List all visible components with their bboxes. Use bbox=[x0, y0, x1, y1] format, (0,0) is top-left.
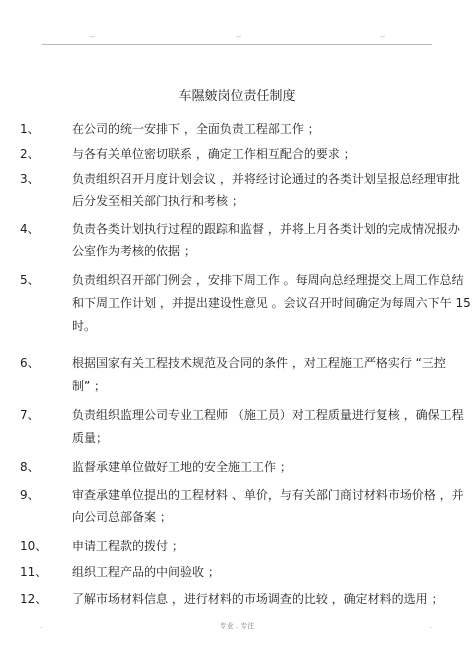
item-number: 8、 bbox=[20, 460, 40, 474]
item-text-line: 公室作为考核的依据 ； bbox=[72, 244, 196, 258]
item-text-line: 监督承建单位做好工地的安全施工工作 ； bbox=[72, 460, 292, 474]
header-rule bbox=[42, 44, 432, 45]
item-number: 3、 bbox=[20, 172, 40, 186]
item-text-line: 与各有关单位密切联系 ，确定工作相互配合的要求 ； bbox=[72, 147, 356, 161]
document-title: 车隰皴岗位责任制度 bbox=[178, 89, 296, 104]
header-mark-left: -- bbox=[90, 33, 96, 41]
item-number: 7、 bbox=[20, 408, 40, 422]
item-number: 1、 bbox=[20, 122, 40, 136]
item-text-line: 根据国家有关工程技术规范及合同的条件 ，对工程施工严格实行 “三控 bbox=[72, 356, 446, 370]
item-text-line: 负责组织监理公司专业工程师 （施工员）对工程质量进行复核 ，确保工程 bbox=[72, 408, 464, 422]
item-text-line: 和下周工作计划 ，并提出建设性意见 。会议召开时间确定为每周六下午 15 bbox=[72, 296, 471, 310]
item-text-line: 向公司总部备案 ； bbox=[72, 510, 172, 524]
item-text-line: 制” ； bbox=[72, 379, 107, 393]
item-number: 5、 bbox=[20, 273, 40, 287]
header-mark-right: -- bbox=[380, 33, 386, 41]
item-number: 6、 bbox=[20, 356, 40, 370]
item-text-line: 审查承建单位提出的工程材料 、单价，与有关部门商讨材料市场价格 ，并 bbox=[72, 488, 464, 502]
item-text-line: 质量； bbox=[72, 431, 109, 445]
header-mark-center: -- bbox=[236, 33, 242, 41]
item-number: 11、 bbox=[20, 565, 48, 579]
footer-text: 专业 . 专注 bbox=[219, 622, 255, 630]
item-text-line: 时。 bbox=[72, 319, 97, 333]
item-text-line: 负责组织召开部门例会 ，安排下周工作 。每周向总经理提交上周工作总结 bbox=[72, 273, 464, 287]
item-number: 9、 bbox=[20, 488, 40, 502]
item-number: 2、 bbox=[20, 147, 40, 161]
item-text-line: 负责各类计划执行过程的跟踪和监督 ，并将上月各类计划的完成情况报办 bbox=[72, 222, 460, 236]
item-number: 12、 bbox=[20, 592, 48, 606]
item-text-line: 负责组织召开月度计划会议 ，并将经讨论通过的各类计划呈报总经理审批 bbox=[72, 172, 460, 186]
item-text-line: 申请工程款的拨付 ； bbox=[72, 539, 184, 553]
footer-mark-right: . bbox=[430, 622, 433, 630]
item-number: 10、 bbox=[20, 539, 48, 553]
item-number: 4、 bbox=[20, 222, 40, 236]
item-text-line: 在公司的统一安排下 ，全面负责工程部工作 ； bbox=[72, 122, 320, 136]
footer-mark-left: . bbox=[40, 622, 43, 630]
item-text-line: 组织工程产品的中间验收 ； bbox=[72, 565, 220, 579]
item-text-line: 了解市场材料信息 ，进行材料的市场调查的比较 ，确定材料的选用 ； bbox=[72, 592, 444, 606]
item-text-line: 后分发至相关部门执行和考核 ； bbox=[72, 194, 244, 208]
